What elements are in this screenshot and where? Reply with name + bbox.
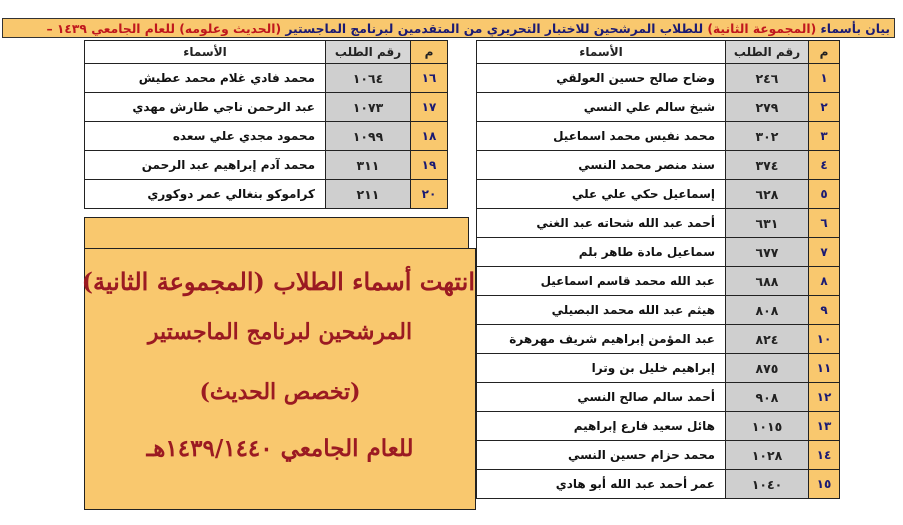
table-row [477,470,840,499]
header-index: م [809,41,840,64]
row-index: ٣ [809,122,840,151]
table-row [477,412,840,441]
students-table-left [84,40,448,209]
student-name: وضاح صالح حسين العولقي [477,64,726,93]
student-name: هيثم عبد الله محمد البصيلي [477,296,726,325]
end-note-text: انتهت أسماء الطلاب [264,267,475,296]
header-request-number: رقم الطلب [326,41,411,64]
students-table-right [476,40,840,499]
student-name: أحمد سالم صالح النسي [477,383,726,412]
request-number: ٢٤٦ [726,64,809,93]
table-row [477,267,840,296]
title-text-2: للطلاب المرشحين للاختبار التحريري من المتقدمين لبرنامج الماجستير [281,22,708,36]
student-name: محمد حزام حسين النسي [477,441,726,470]
request-number: ١٠١٥ [726,412,809,441]
request-number: ٣٠٢ [726,122,809,151]
table-row [477,354,840,383]
row-index: ٨ [809,267,840,296]
request-number: ١٠٧٣ [326,93,411,122]
student-name: عبد المؤمن إبراهيم شريف مهرهرة [477,325,726,354]
table-header-row [477,41,840,64]
student-name: هائل سعيد فارع إبراهيم [477,412,726,441]
students-table-left-body [85,64,448,209]
header-names: الأسماء [477,41,726,64]
student-name: محمد آدم إبراهيم عبد الرحمن [85,151,326,180]
student-name: كراموكو بنغالي عمر دوكوري [85,180,326,209]
student-name: محمود مجدي علي سعده [85,122,326,151]
end-note-group: (المجموعة الثانية) [81,267,265,296]
student-name: إسماعيل حكي علي علي [477,180,726,209]
header-names: الأسماء [85,41,326,64]
title-group: (المجموعة الثانية) [707,22,817,36]
row-index: ١٥ [809,470,840,499]
request-number: ٩٠٨ [726,383,809,412]
table-row [477,296,840,325]
row-index: ١٩ [411,151,448,180]
table-header-row [85,41,448,64]
header-index: م [411,41,448,64]
row-index: ٢٠ [411,180,448,209]
row-index: ٦ [809,209,840,238]
request-number: ١٠٤٠ [726,470,809,499]
row-index: ١٨ [411,122,448,151]
table-row [477,325,840,354]
row-index: ١٠ [809,325,840,354]
table-row [477,238,840,267]
header-request-number: رقم الطلب [726,41,809,64]
request-number: ١٠٢٨ [726,441,809,470]
title-specialty: (الحديث وعلومه) [179,22,282,36]
end-note-line-4: للعام الجامعي ١٤٣٩/١٤٤٠هـ [146,435,414,462]
table-row [85,93,448,122]
row-index: ٤ [809,151,840,180]
row-index: ١٤ [809,441,840,470]
row-index: ١ [809,64,840,93]
request-number: ٨٠٨ [726,296,809,325]
row-index: ٩ [809,296,840,325]
request-number: ٢٧٩ [726,93,809,122]
request-number: ١٠٩٩ [326,122,411,151]
student-name: عبد الرحمن ناجي طارش مهدي [85,93,326,122]
end-note-line-2: المرشحين لبرنامج الماجستير [147,319,413,345]
student-name: إبراهيم خليل بن وترا [477,354,726,383]
request-number: ٢١١ [326,180,411,209]
student-name: عبد الله محمد قاسم اسماعيل [477,267,726,296]
table-row [477,383,840,412]
row-index: ٥ [809,180,840,209]
request-number: ٦٨٨ [726,267,809,296]
document-title [2,18,895,38]
title-text-1: بيان بأسماء [816,22,890,36]
student-name: سماعيل مادة طاهر بلم [477,238,726,267]
request-number: ٨٢٤ [726,325,809,354]
table-row [85,64,448,93]
table-row [477,180,840,209]
table-row [477,93,840,122]
title-year: للعام الجامعي ١٤٣٩ – [46,22,180,36]
row-index: ٢ [809,93,840,122]
table-row [477,122,840,151]
request-number: ٣١١ [326,151,411,180]
table-row [85,151,448,180]
table-row [477,209,840,238]
row-index: ١١ [809,354,840,383]
table-row [85,122,448,151]
students-table-right-body [477,64,840,499]
student-name: عمر أحمد عبد الله أبو هادي [477,470,726,499]
row-index: ١٦ [411,64,448,93]
table-row [477,64,840,93]
end-of-list-note [81,248,476,510]
row-index: ١٧ [411,93,448,122]
row-index: ٧ [809,238,840,267]
request-number: ٦٣١ [726,209,809,238]
table-row [477,151,840,180]
request-number: ٦٢٨ [726,180,809,209]
student-name: سند منصر محمد النسي [477,151,726,180]
end-note-line-1 [81,267,475,296]
table-row [477,441,840,470]
row-index: ١٢ [809,383,840,412]
student-name: محمد نفيس محمد اسماعيل [477,122,726,151]
request-number: ١٠٦٤ [326,64,411,93]
request-number: ٣٧٤ [726,151,809,180]
student-name: شيخ سالم علي النسي [477,93,726,122]
table-row [85,180,448,209]
empty-filler-row [84,217,469,249]
student-name: أحمد عبد الله شحاته عبد الغني [477,209,726,238]
student-name: محمد فادي غلام محمد عطيش [85,64,326,93]
row-index: ١٣ [809,412,840,441]
request-number: ٦٧٧ [726,238,809,267]
end-note-line-3: (تخصص الحديث) [199,379,361,405]
request-number: ٨٧٥ [726,354,809,383]
